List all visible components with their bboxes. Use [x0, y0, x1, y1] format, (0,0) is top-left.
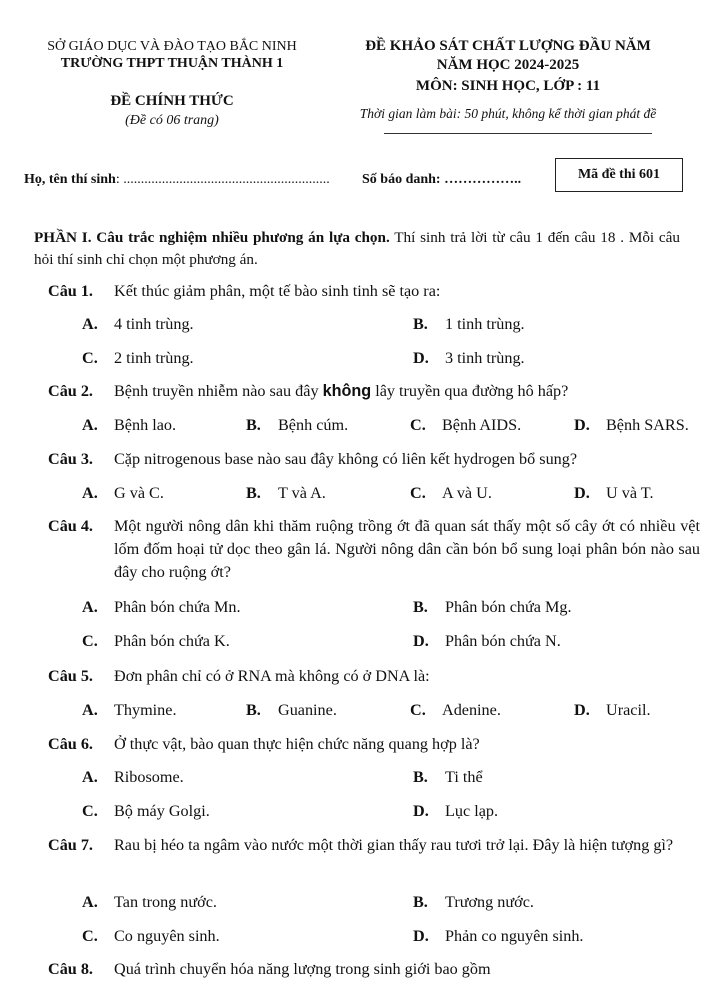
question-2 [48, 380, 700, 403]
question-text: Bệnh truyền nhiễm nào sau đây không lây truyền qua đường hô hấp? [114, 382, 569, 400]
part-1-desc: Thí sinh trả lời từ câu 1 đến câu 18 . Mỗi câu hỏi thí sinh chỉ chọn một phương án. [34, 229, 681, 268]
school-name: TRƯỜNG THPT THUẬN THÀNH 1 [60, 56, 284, 71]
q7-option-a[interactable]: A. Tan trong nước. [82, 893, 217, 911]
question-5 [48, 665, 700, 688]
q2-option-d[interactable]: D. Bệnh SARS. [574, 416, 689, 434]
question-text: Ở thực vật, bào quan thực hiện chức năng quang hợp là? [114, 735, 480, 753]
question-text: Kết thúc giảm phân, một tế bào sinh tinh sẽ tạo ra: [114, 282, 441, 300]
question-number: Câu 6. [48, 735, 93, 753]
question-6 [48, 733, 700, 756]
exam-code: Mã đề thi 601 [577, 167, 661, 182]
q3-option-d[interactable]: D. U và T. [574, 484, 654, 502]
q3-option-a[interactable]: A. G và C. [82, 484, 164, 502]
q7-option-c[interactable]: C. Co nguyên sinh. [82, 927, 220, 945]
student-name-label: Họ, tên thí sinh [24, 172, 116, 187]
student-name-field [24, 172, 330, 188]
q6-option-c[interactable]: C. Bộ máy Golgi. [82, 802, 210, 820]
question-number: Câu 4. [48, 517, 93, 535]
q3-option-b[interactable]: B. T và A. [246, 484, 326, 502]
subject: MÔN: SINH HỌC, LỚP : 11 [415, 78, 601, 94]
school-year: NĂM HỌC 2024-2025 [436, 57, 580, 73]
q1-option-b[interactable]: B. 1 tinh trùng. [413, 315, 525, 333]
question-text: Đơn phân chỉ có ở RNA mà không có ở DNA là: [114, 667, 430, 685]
official-label: ĐỀ CHÍNH THỨC [110, 93, 234, 109]
exam-title: ĐỀ KHẢO SÁT CHẤT LƯỢNG ĐẦU NĂM [365, 38, 651, 54]
part-1-intro [34, 227, 680, 271]
question-text: Cặp nitrogenous base nào sau đây không có liên kết hydrogen bổ sung? [114, 450, 578, 468]
exam-time: Thời gian làm bài: 50 phút, không kể thời gian phát đề [359, 106, 657, 121]
q2-option-a[interactable]: A. Bệnh lao. [82, 416, 177, 434]
q5-option-b[interactable]: B. Guanine. [246, 701, 337, 719]
q4-option-a[interactable]: A. Phân bón chứa Mn. [82, 598, 241, 616]
q1-option-a[interactable]: A. 4 tinh trùng. [82, 315, 194, 333]
question-number: Câu 8. [48, 960, 93, 978]
q5-option-a[interactable]: A. Thymine. [82, 701, 177, 719]
question-3 [48, 448, 700, 471]
department-name: SỞ GIÁO DỤC VÀ ĐÀO TẠO BẮC NINH [47, 39, 297, 54]
header-rule [384, 133, 652, 134]
sbd-dots: …………….. [440, 172, 522, 187]
q6-option-a[interactable]: A. Ribosome. [82, 768, 184, 786]
q4-option-b[interactable]: B. Phân bón chứa Mg. [413, 598, 572, 616]
q1-option-c[interactable]: C. 2 tinh trùng. [82, 349, 194, 367]
sbd-field [362, 172, 521, 188]
question-1 [48, 280, 700, 303]
question-number: Câu 5. [48, 667, 93, 685]
question-number: Câu 1. [48, 282, 93, 300]
q5-option-c[interactable]: C. Adenine. [410, 701, 501, 719]
q7-option-b[interactable]: B. Trương nước. [413, 893, 534, 911]
student-name-dots: : ........................................................... [115, 172, 330, 187]
question-number: Câu 2. [48, 382, 93, 400]
q2-option-b[interactable]: B. Bệnh cúm. [246, 416, 349, 434]
q7-option-d[interactable]: D. Phản co nguyên sinh. [413, 927, 584, 945]
question-number: Câu 7. [48, 836, 93, 854]
question-4 [48, 515, 700, 584]
question-number: Câu 3. [48, 450, 93, 468]
q1-option-d[interactable]: D. 3 tinh trùng. [413, 349, 525, 367]
q3-option-c[interactable]: C. A và U. [410, 484, 492, 502]
q4-option-c[interactable]: C. Phân bón chứa K. [82, 632, 230, 650]
page-count: (Đề có 06 trang) [125, 113, 219, 128]
q6-option-b[interactable]: B. Ti thể [413, 768, 483, 786]
exam-code-box [555, 158, 683, 192]
q5-option-d[interactable]: D. Uracil. [574, 701, 651, 719]
question-text: Quá trình chuyển hóa năng lượng trong sinh giới bao gồm [114, 960, 491, 978]
q6-option-d[interactable]: D. Lục lạp. [413, 802, 499, 820]
sbd-label: Số báo danh: [362, 172, 441, 187]
question-7 [48, 834, 700, 857]
q4-option-d[interactable]: D. Phân bón chứa N. [413, 632, 561, 650]
q2-option-c[interactable]: C. Bệnh AIDS. [410, 416, 522, 434]
question-8 [48, 958, 700, 981]
question-text: Rau bị héo ta ngâm vào nước một thời gian thấy rau tươi trở lại. Đây là hiện tượng gì? [114, 836, 674, 854]
question-text: Một người nông dân khi thăm ruộng trồng ớt đã quan sát thấy một số cây ớt có nhiều vệt lốm đốm hoại tử dọc theo gân lá. Người nông dân cần bón bổ sung loại phân bón nào sau đây cho ruộng ớt? [114, 517, 700, 581]
part-1-title: PHẦN I. Câu trắc nghiệm nhiều phương án lựa chọn. [34, 229, 390, 246]
